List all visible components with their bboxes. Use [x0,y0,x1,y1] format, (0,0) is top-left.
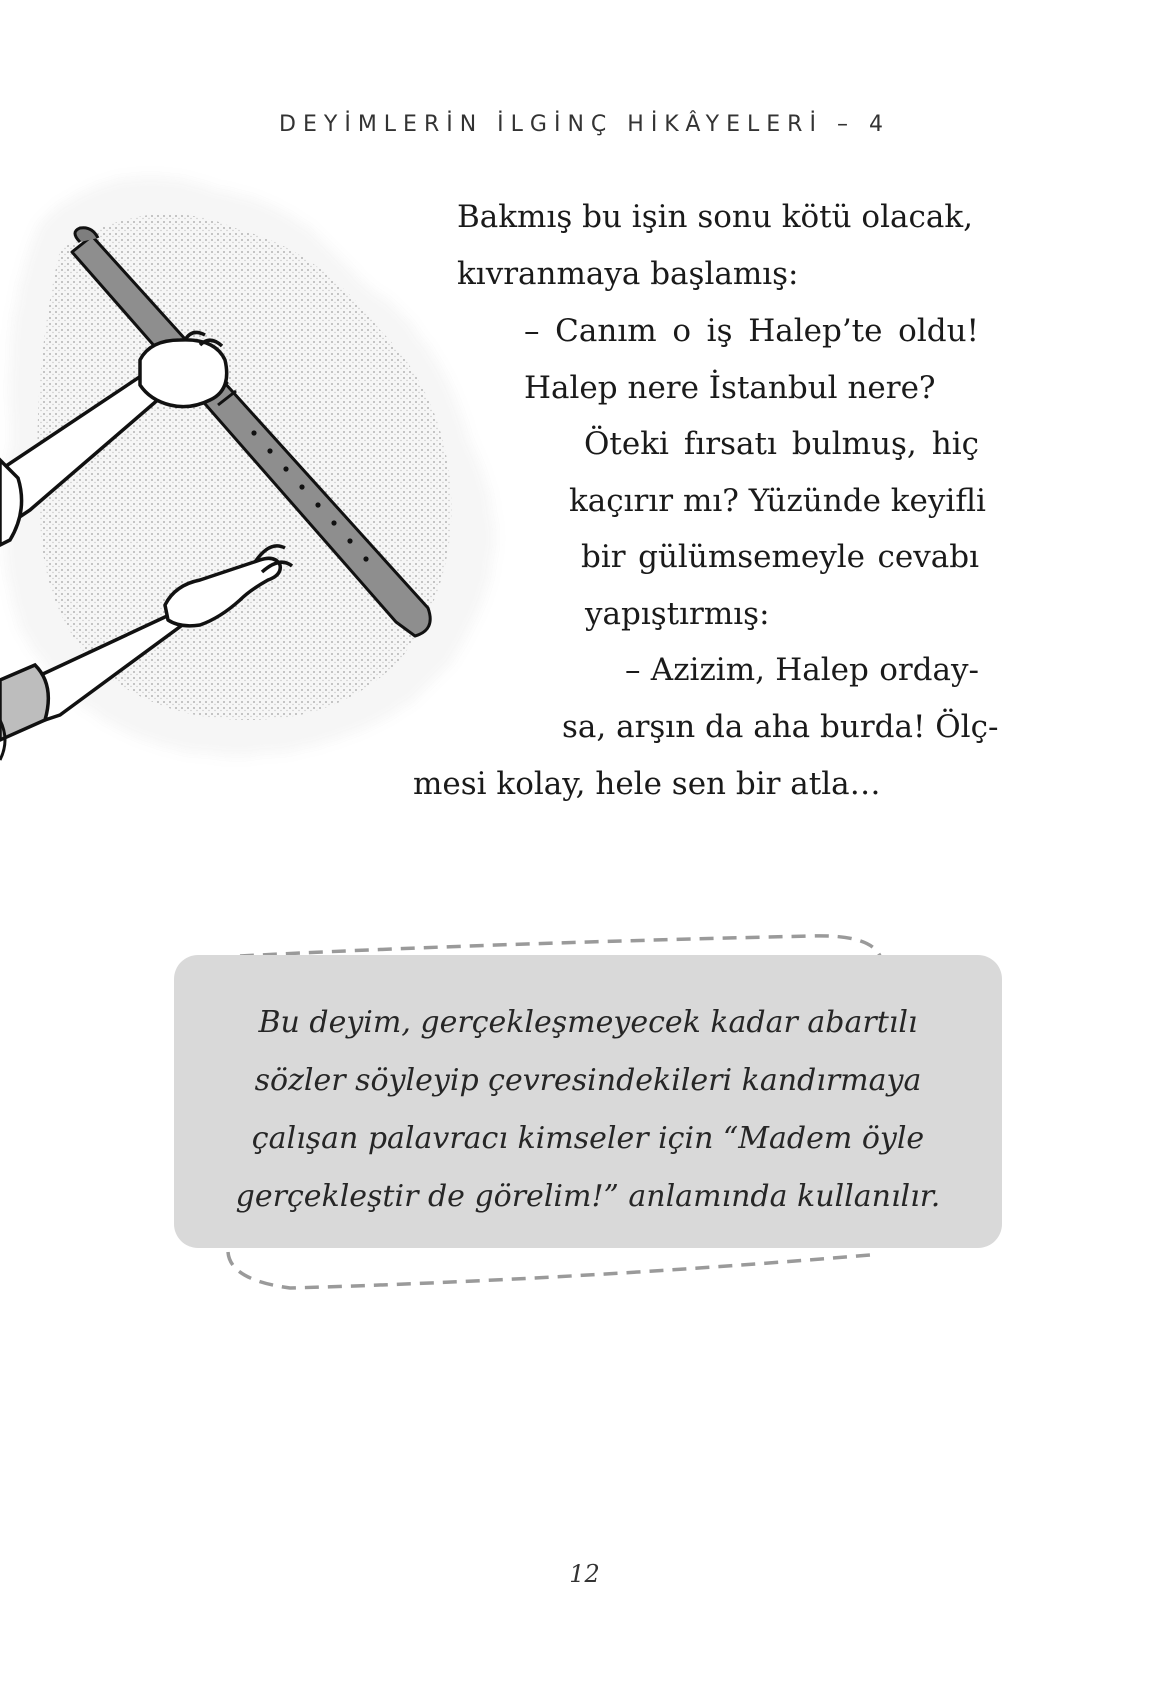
story-line: sa, arşın da aha burda! Ölç- [562,709,999,745]
meaning-line: Bu deyim, gerçekleşmeyecek kadar abartılı [258,1005,918,1040]
story-line: bir gülümsemeyle cevabı [581,539,979,575]
meaning-line: sözler söyleyip çevresindekileri kandırmaya [254,1063,922,1098]
story-line: kıvranmaya başlamış: [457,256,799,292]
lower-sleeve [0,665,48,740]
story-line: – Canım o iş Halep’te oldu! [524,313,979,349]
running-header: DEYİMLERİN İLGİNÇ HİKÂYELERİ – 4 [279,112,890,137]
meaning-line: çalışan palavracı kimseler için “Madem öyle [251,1121,925,1156]
story-line: Bakmış bu işin sonu kötü olacak, [457,199,973,235]
meaning-line: gerçekleştir de görelim!” anlamında kullanılır. [235,1179,941,1214]
story-line: mesi kolay, hele sen bir atla… [413,766,881,802]
story-line: – Azizim, Halep orday- [625,652,979,688]
story-line: Öteki fırsatı bulmuş, hiç [584,426,979,462]
story-line: Halep nere İstanbul nere? [524,370,936,406]
page-number: 12 [569,1560,600,1588]
story-line: kaçırır mı? Yüzünde keyifli [569,483,986,519]
story-line: yapıştırmış: [585,596,770,632]
arsin-illustration [0,160,520,820]
